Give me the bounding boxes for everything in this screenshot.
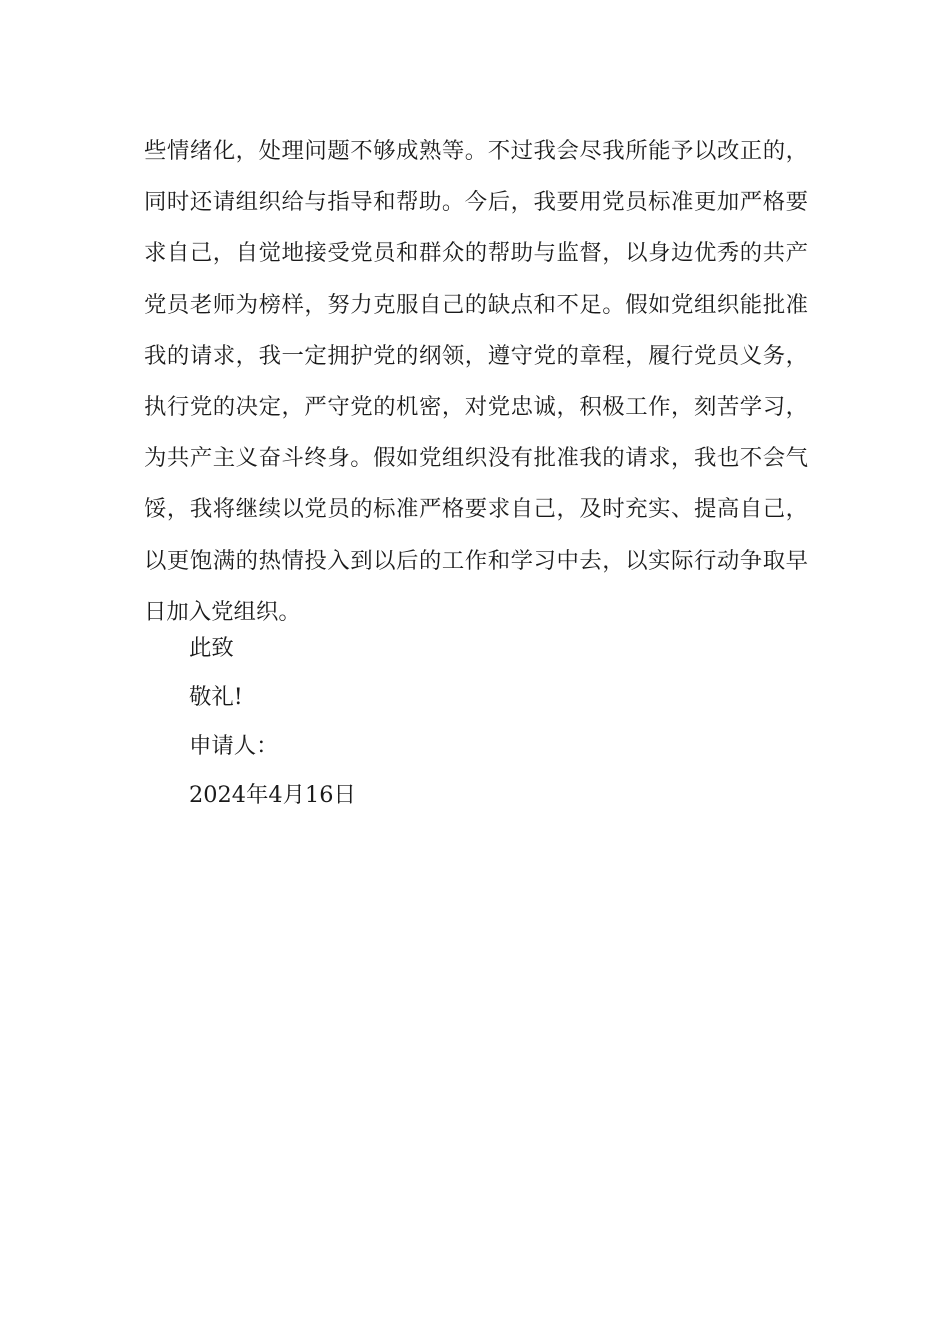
- body-line-8: 馁，我将继续以党员的标准严格要求自己，及时充实、提高自己，: [144, 496, 808, 523]
- letter-body: [144, 126, 808, 638]
- applicant-label: 申请人：: [189, 733, 279, 759]
- body-line-9: 以更饱满的热情投入到以后的工作和学习中去，以实际行动争取早: [144, 547, 808, 574]
- salutation: 此致: [189, 635, 234, 661]
- body-line-4: 党员老师为榜样，努力克服自己的缺点和不足。假如党组织能批准: [144, 291, 808, 318]
- regards: 敬礼!: [189, 684, 243, 710]
- body-line-7: 为共产主义奋斗终身。假如党组织没有批准我的请求，我也不会气: [144, 445, 808, 472]
- letter-closing: [189, 624, 356, 820]
- body-line-6: 执行党的决定，严守党的机密，对党忠诚，积极工作，刻苦学习，: [144, 393, 808, 420]
- body-line-3: 求自己，自觉地接受党员和群众的帮助与监督，以身边优秀的共产: [144, 240, 808, 267]
- body-line-5: 我的请求，我一定拥护党的纲领，遵守党的章程，履行党员义务，: [144, 342, 808, 369]
- body-line-1: 些情绪化，处理问题不够成熟等。不过我会尽我所能予以改正的，: [144, 138, 808, 164]
- body-line-10: 日加入党组织。: [144, 598, 301, 625]
- body-line-2: 同时还请组织给与指导和帮助。今后，我要用党员标准更加严格要: [144, 189, 808, 216]
- letter-date: 2024年4月16日: [189, 782, 356, 808]
